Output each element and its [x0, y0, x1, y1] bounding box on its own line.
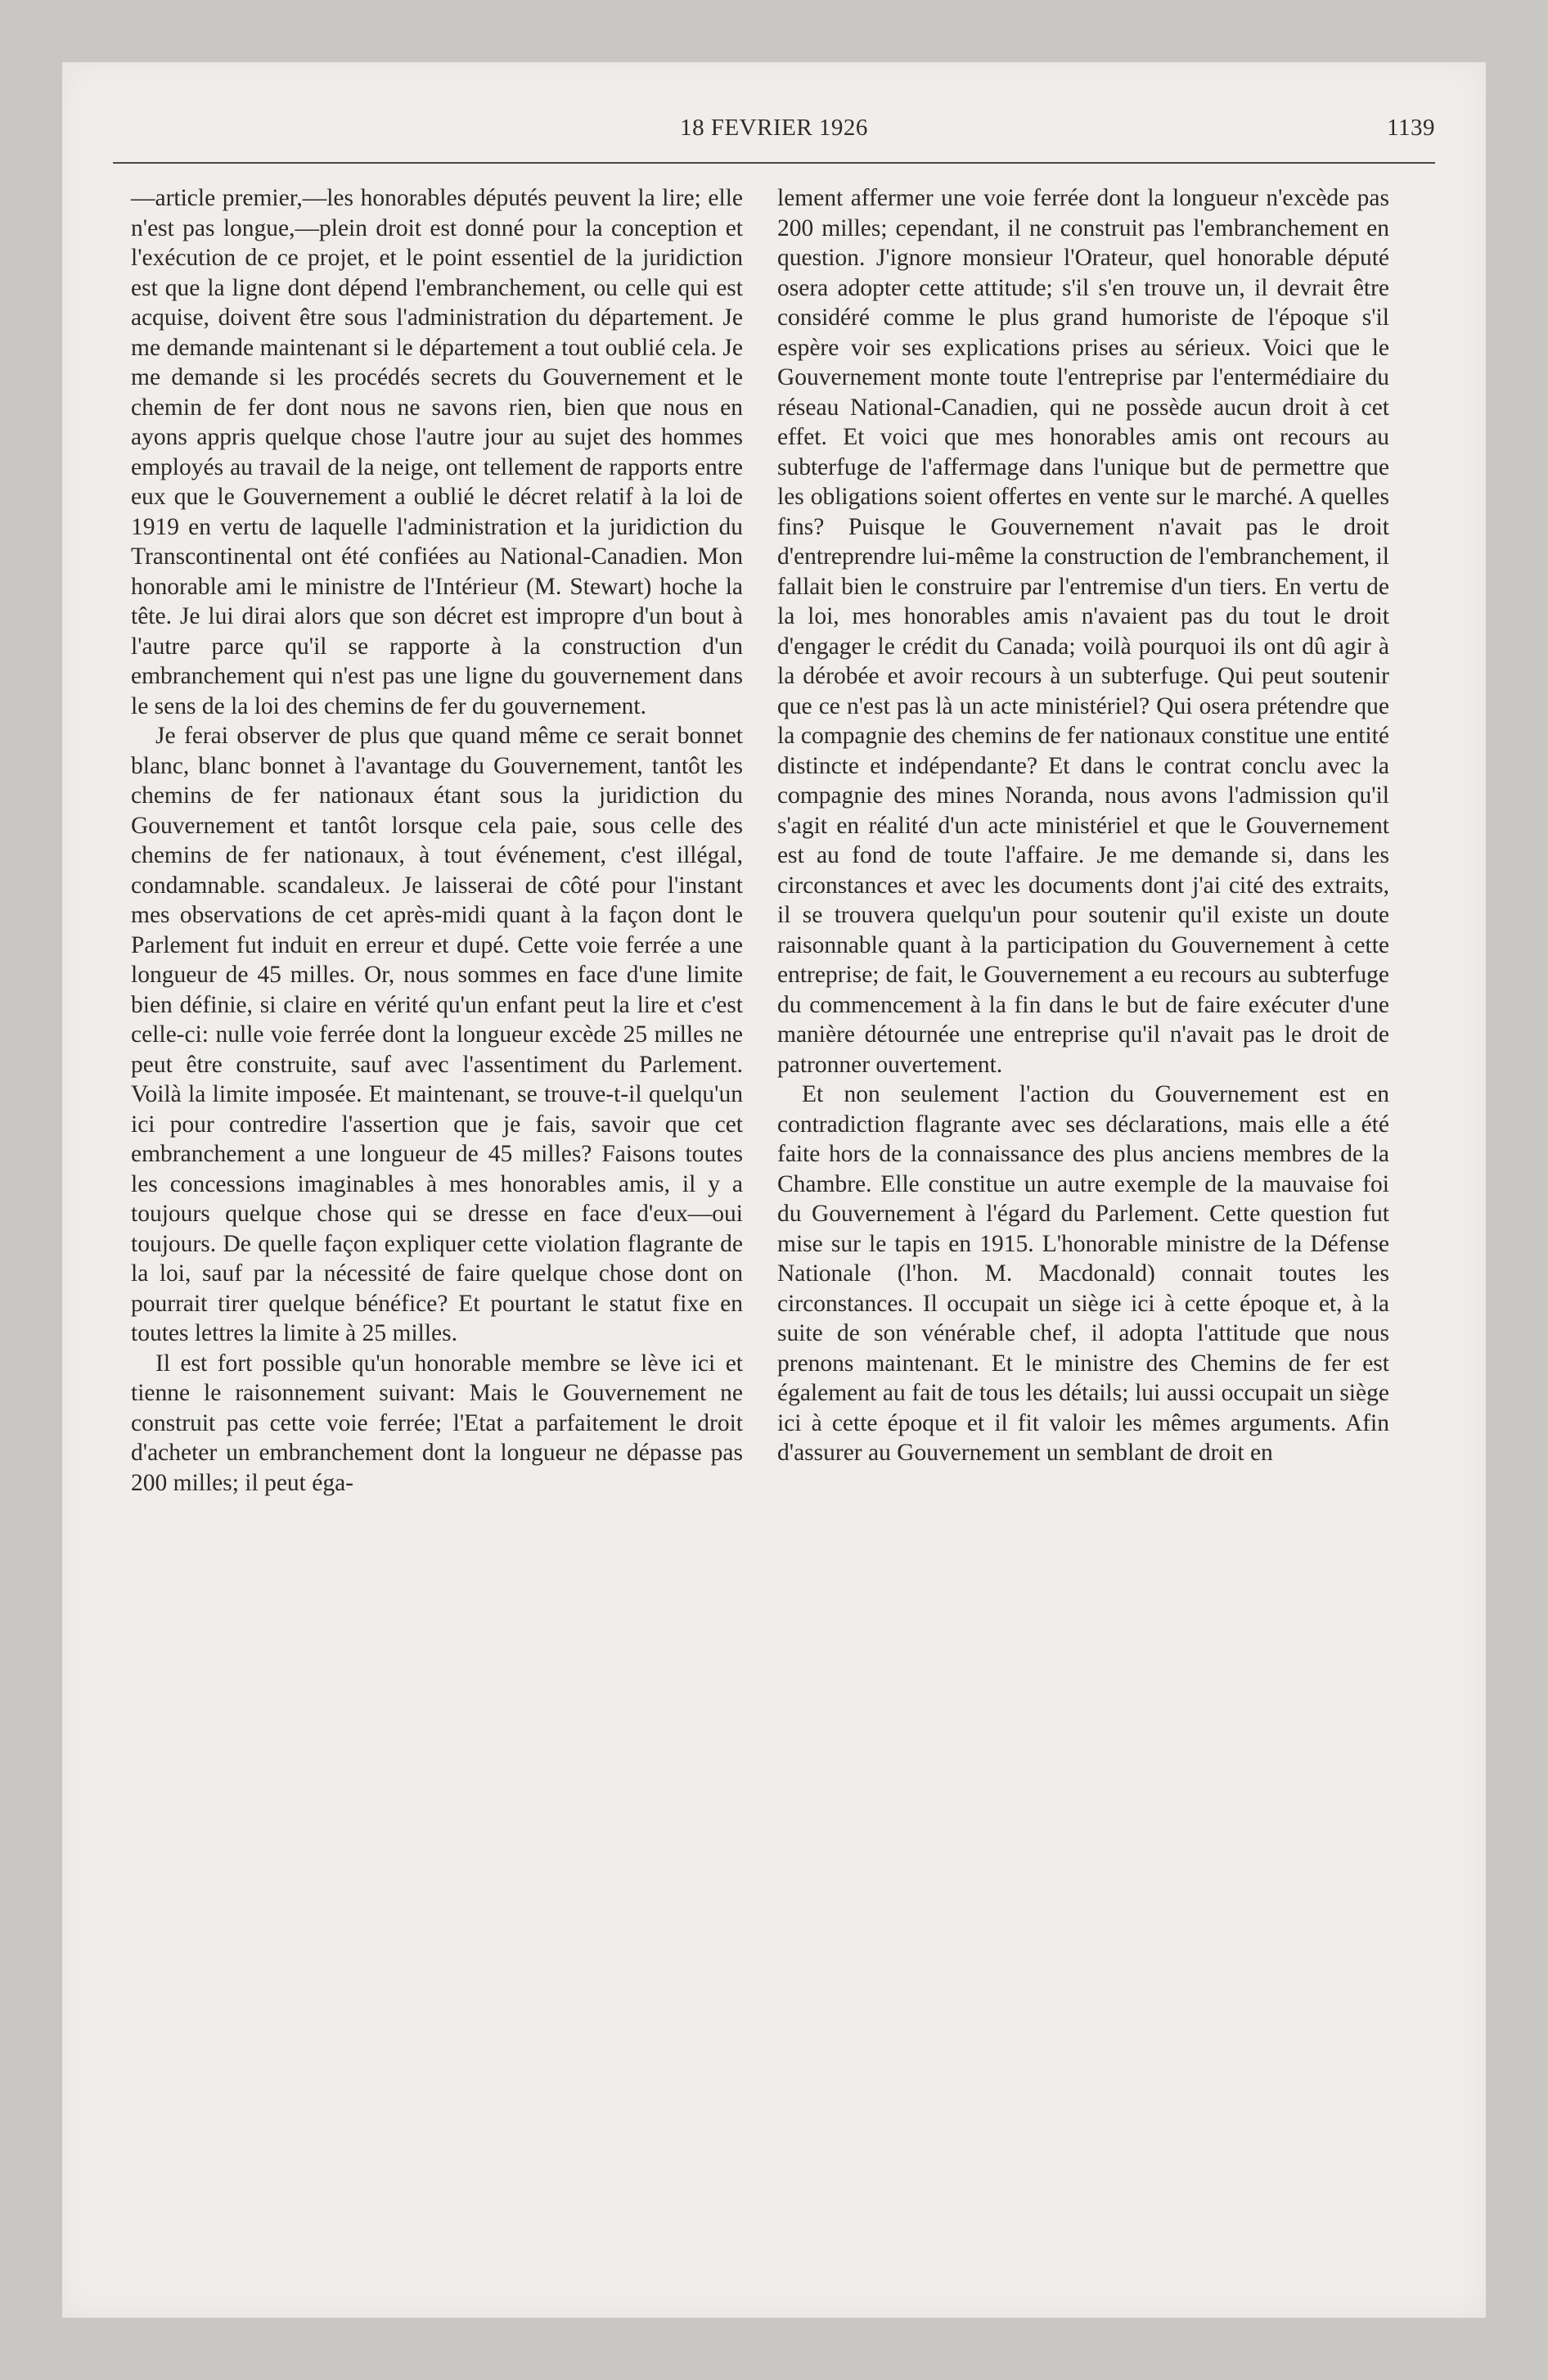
left-paragraph-1: —article premier,—les honorables députés peuvent la lire; elle n'est pas longue,—plein droit est donné pour la conception et l'exécution de ce projet, et le point essentiel de la juridiction est que la ligne dont dépend l'embranchement, ou celle qui est acquise, doivent être sous l'administration du département. Je me demande maintenant si le département a tout oublié cela. Je me demande si les procédés secrets du Gouvernement et le chemin de fer dont nous ne savons rien, bien que nous en ayons appris quelque chose l'autre jour au sujet des hommes employés au travail de la neige, ont tellement de rapports entre eux que le Gouvernement a oublié le décret relatif à la loi de 1919 en vertu de laquelle l'administration et la juridiction du Transcontinental ont été confiées au National-Canadien. Mon honorable ami le ministre de l'Intérieur (M. Stewart) hoche la tête. Je lui dirai alors que son décret est impropre d'un bout à l'autre parce qu'il se rapporte à la construction d'un embranchement qui n'est pas une ligne du gouvernement dans le sens de la loi des chemins de fer du gouvernement.: [131, 185, 743, 719]
header-rule: [113, 162, 1435, 164]
left-paragraph-3: Il est fort possible qu'un honorable membre se lève ici et tienne le raisonnement suivant: Mais le Gouvernement ne construit pas cette voie ferrée; l'Etat a parfaitement le droit d'acheter un embranchement dont la longueur ne dépasse pas 200 milles; il peut éga-: [131, 1350, 743, 1496]
left-paragraph-2: Je ferai observer de plus que quand même ce serait bonnet blanc, blanc bonnet à l'avantage du Gouvernement, tantôt les chemins de fer nationaux étant sous la juridiction du Gouvernement et tantôt lorsque cela paie, sous celle des chemins de fer nationaux, à tout événement, c'est illégal, condamnable. scandaleux. Je laisserai de côté pour l'instant mes observations de cet après-midi quant à la façon dont le Parlement fut induit en erreur et dupé. Cette voie ferrée a une longueur de 45 milles. Or, nous sommes en face d'une limite bien définie, si claire en vérité qu'un enfant peut la lire et c'est celle-ci: nulle voie ferrée dont la longueur excède 25 milles ne peut être construite, sauf avec l'assentiment du Parlement. Voilà la limite imposée. Et maintenant, se trouve-t-il quelqu'un ici pour contredire l'assertion que je fais, savoir que cet embranchement a une longueur de 45 milles? Faisons toutes les concessions imaginables à mes honorables amis, il y a toujours quelque chose qui se dresse en face d'eux—oui toujours. De quelle façon expliquer cette violation flagrante de la loi, sauf par la nécessité de faire quelque chose dont on pourrait tirer quelque bénéfice? Et pourtant le statut fixe en toutes lettres la limite à 25 milles.: [131, 723, 743, 1346]
page-number: 1139: [1387, 115, 1435, 141]
right-paragraph-1: lement affermer une voie ferrée dont la longueur n'excède pas 200 milles; cependant, il ne construit pas l'embranchement en question. J'ignore monsieur l'Orateur, quel honorable député osera adopter cette attitude; s'il s'en trouve un, il devrait être considéré comme le plus grand humoriste de l'époque s'il espère voir ses explications prises au sérieux. Voici que le Gouvernement monte toute l'entreprise par l'entermédiaire du réseau National-Canadien, qui ne possède aucun droit à cet effet. Et voici que mes honorables amis ont recours au subterfuge de l'affermage dans l'unique but de permettre que les obligations soient offertes en vente sur le marché. A quelles fins? Puisque le Gouvernement n'avait pas le droit d'entreprendre lui-même la construction de l'embranchement, il fallait bien le construire par l'entremise d'un tiers. En vertu de la loi, mes honorables amis n'avaient pas du tout le droit d'engager le crédit du Canada; voilà pourquoi ils ont dû agir à la dérobée et avoir recours à un subterfuge. Qui peut soutenir que ce n'est pas là un acte ministériel? Qui osera prétendre que la compagnie des chemins de fer nationaux constitue une entité distincte et indépendante? Et dans le contrat conclu avec la compagnie des mines Noranda, nous avons l'admission qu'il s'agit en réalité d'un acte ministériel et que le Gouvernement est au fond de toute l'affaire. Je me demande si, dans les circonstances et avec les documents dont j'ai cité des extraits, il se trouvera quelqu'un pour soutenir qu'il existe un doute raisonnable quant à la participation du Gouvernement à cette entreprise; de fait, le Gouvernement a eu recours au subterfuge du commencement à la fin dans le but de faire exécuter d'une manière détournée une entreprise qu'il n'avait pas le droit de patronner ouvertement.: [777, 185, 1389, 1078]
page-date: 18 FEVRIER 1926: [680, 115, 868, 141]
right-column: [777, 183, 1389, 1468]
page-header: [113, 115, 1435, 151]
right-paragraph-2: Et non seulement l'action du Gouvernement est en contradiction flagrante avec ses déclarations, mais elle a été faite hors de la connaissance des plus anciens membres de la Chambre. Elle constitue un autre exemple de la mauvaise foi du Gouvernement à l'égard du Parlement. Cette question fut mise sur le tapis en 1915. L'honorable ministre de la Défense Nationale (l'hon. M. Macdonald) connait toutes les circonstances. Il occupait un siège ici à cette époque et, à la suite de son vénérable chef, il adopta l'attitude que nous prenons maintenant. Et le ministre des Chemins de fer est également au fait de tous les détails; lui aussi occupait un siège ici à cette époque et il fit valoir les mêmes arguments. Afin d'assurer au Gouvernement un semblant de droit en: [777, 1081, 1389, 1466]
left-column: [131, 183, 743, 1498]
